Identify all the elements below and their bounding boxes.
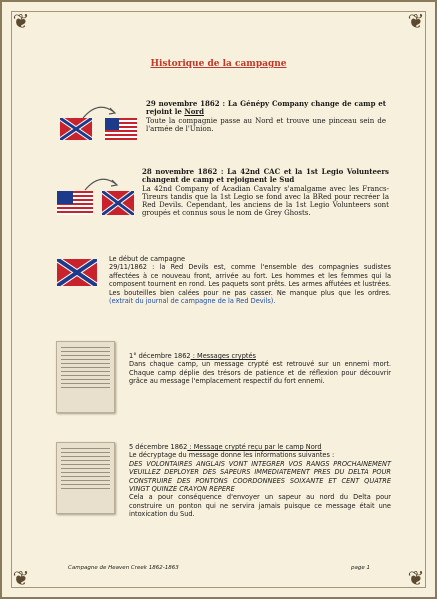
section-heading: Le début de campagne <box>109 255 186 263</box>
event-body: Dans chaque camp, un message crypté est retrouvé sur un ennemi mort. Chaque camp déplie des trésors de patience et de réflexion pour découvrir grâce au message l'emplacement respectif du fort ennemi. <box>129 360 391 386</box>
corner-ornament: ❦ <box>12 566 30 590</box>
coded-message-document-image <box>56 341 115 413</box>
event-date: 28 novembre 1862 <box>142 167 218 176</box>
event-body: Le décryptage du message donne les informations suivantes : <box>129 451 335 460</box>
decrypted-message: DES VOLONTAIRES ANGLAIS VONT INTEGRER VOS RANGS PROCHAINEMENT VEUILLEZ DEPLOYER DES SAPEURS IMMEDIATEMENT PRES DU DELTA POUR CONSTRUIRE DES PONTONS COORDONNEES SOIXANTE ET CENT QUATRE VINGT QUINZE CRAYON REPERE <box>129 459 391 494</box>
event-date: 1° décembre 1862 <box>129 352 191 360</box>
footer-campaign-name: Campagne de Heaven Creek 1862-1863 <box>68 565 179 571</box>
journal-link[interactable]: (extrait du journal de campagne de la Red Devils). <box>109 297 276 306</box>
event-3 <box>109 255 391 305</box>
corner-ornament: ❦ <box>407 566 425 590</box>
event-2 <box>142 168 389 218</box>
union-flag-icon <box>57 191 93 215</box>
event-camp: Nord <box>184 107 204 117</box>
event-date: 5 décembre 1862 <box>129 443 188 451</box>
corner-ornament: ❦ <box>407 9 425 33</box>
corner-ornament: ❦ <box>12 9 30 33</box>
union-flag-icon <box>105 118 137 140</box>
event-body: 29/11/1862 : la Red Devils est, comme l'ensemble des compagnies sudistes affectées à ce nouveau front, arrivée au fort. Les hommes et les femmes qui la composent tournent en rond. Les paquets sont prêts. Les armes affutées et lustrées. Les bouteilles bien calées pour ne pas casser. Ne manque plus que les ordres. <box>109 263 391 297</box>
event-title: : Messages cryptés <box>190 352 256 360</box>
event-title: : La Génépy Company change de camp et rejoint le <box>146 99 386 117</box>
event-1 <box>146 100 386 133</box>
event-body: Toute la compagnie passe au Nord et trouve une pinceau sein de l'armée de l'Union. <box>146 116 386 133</box>
confederate-flag-icon <box>102 191 134 215</box>
confederate-flag-icon <box>57 259 97 286</box>
page-number: page 1 <box>351 565 370 571</box>
event-title: : La 42nd CAC et la 1st Legio Volunteers changent de camp et rejoignent le Sud <box>142 167 389 185</box>
event-date: 29 novembre 1862 <box>146 99 220 108</box>
event-consequence: Cela a pour conséquence d'envoyer un sapeur au nord du Delta pour construire un ponton qui ne servira jamais puisque ce message était une intoxication du Sud. <box>129 493 391 519</box>
event-4 <box>129 352 391 386</box>
event-title: : Message crypté reçu par le camp Nord <box>187 443 322 451</box>
page-title: Historique de la campagne <box>150 59 287 69</box>
event-body: La 42nd Company of Acadian Cavalry s'amalgame avec les Francs-Tireurs tandis que la 1st Legio se fond avec la BRed pour recréer la Red Devils. Cependant, les anciens de la 1st Legio Volunteers sont groupés et connus sous le nom de Grey Ghosts. <box>142 184 389 218</box>
coded-message-document-image <box>56 442 115 514</box>
event-5 <box>129 443 391 519</box>
